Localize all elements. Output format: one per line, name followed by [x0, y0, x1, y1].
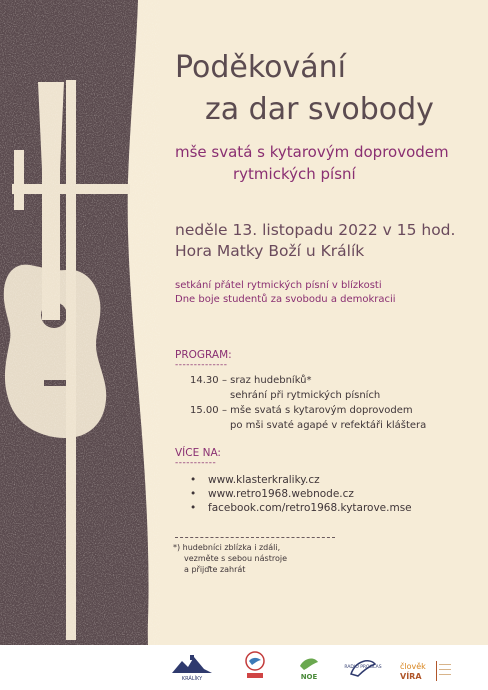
- noe-logo-text: NOE: [300, 673, 318, 681]
- bullet-icon: •: [190, 502, 197, 514]
- footer-logos: [0, 645, 488, 690]
- program-activity-1-detail: sehrání při rytmických písních: [230, 390, 381, 401]
- event-place: Hora Matky Boží u Králík: [175, 242, 365, 260]
- title-line-1: Poděkování: [175, 50, 347, 85]
- bullet-icon: •: [190, 474, 197, 486]
- mountain-logo-text: KRÁLÍKY: [181, 676, 203, 682]
- program-divider: --------------: [175, 360, 228, 370]
- link-facebook[interactable]: facebook.com/retro1968.kytarove.mse: [208, 502, 412, 514]
- svg-text:člověk: člověk: [400, 662, 426, 671]
- radio-proglas-logo-icon: [344, 651, 382, 683]
- program-time-2: 15.00: [190, 405, 219, 416]
- program-activity-2: – mše svatá s kytarovým doprovodem: [222, 405, 413, 416]
- link-item[interactable]: [190, 488, 354, 500]
- footnote-line-1: *) hudebníci zblízka i zdáli,: [173, 543, 281, 552]
- subtitle-line-1: mše svatá s kytarovým doprovodem: [175, 143, 449, 161]
- event-date: neděle 13. listopadu 2022 v 15 hod.: [175, 221, 456, 239]
- link-retro[interactable]: www.retro1968.webnode.cz: [208, 488, 354, 500]
- footnote-line-3: a přijďte zahrát: [184, 565, 246, 574]
- program-activity-2-detail: po mši svaté agapé v refektáři kláštera: [230, 420, 427, 431]
- more-divider: -----------: [175, 458, 217, 468]
- clovek-vira-logo-icon: [398, 655, 454, 687]
- bullet-icon: •: [190, 488, 197, 500]
- mountain-logo-icon: [170, 652, 214, 684]
- link-item[interactable]: [190, 502, 412, 514]
- link-klaster[interactable]: www.klasterkraliky.cz: [208, 474, 320, 486]
- subtitle-line-2: rytmických písní: [233, 165, 356, 183]
- program-time-1: 14.30: [190, 375, 219, 386]
- dove-logo-icon: [243, 651, 267, 683]
- link-item[interactable]: [190, 474, 320, 486]
- info-line-1: setkání přátel rytmických písní v blízkosti: [175, 280, 382, 291]
- more-heading: VÍCE NA:: [175, 447, 221, 459]
- program-heading: PROGRAM:: [175, 349, 232, 361]
- radio-proglas-logo-text: RADIO PROGLAS: [344, 665, 382, 670]
- noe-logo-icon: [296, 651, 322, 683]
- svg-text:VÍRA: VÍRA: [400, 672, 422, 681]
- program-activity-1: – sraz hudebníků*: [222, 375, 312, 386]
- title-line-2: za dar svobody: [205, 92, 434, 127]
- info-line-2: Dne boje studentů za svobodu a demokracii: [175, 294, 396, 305]
- footnote-divider: [175, 537, 335, 538]
- footnote-line-2: vezměte s sebou nástroje: [184, 554, 287, 563]
